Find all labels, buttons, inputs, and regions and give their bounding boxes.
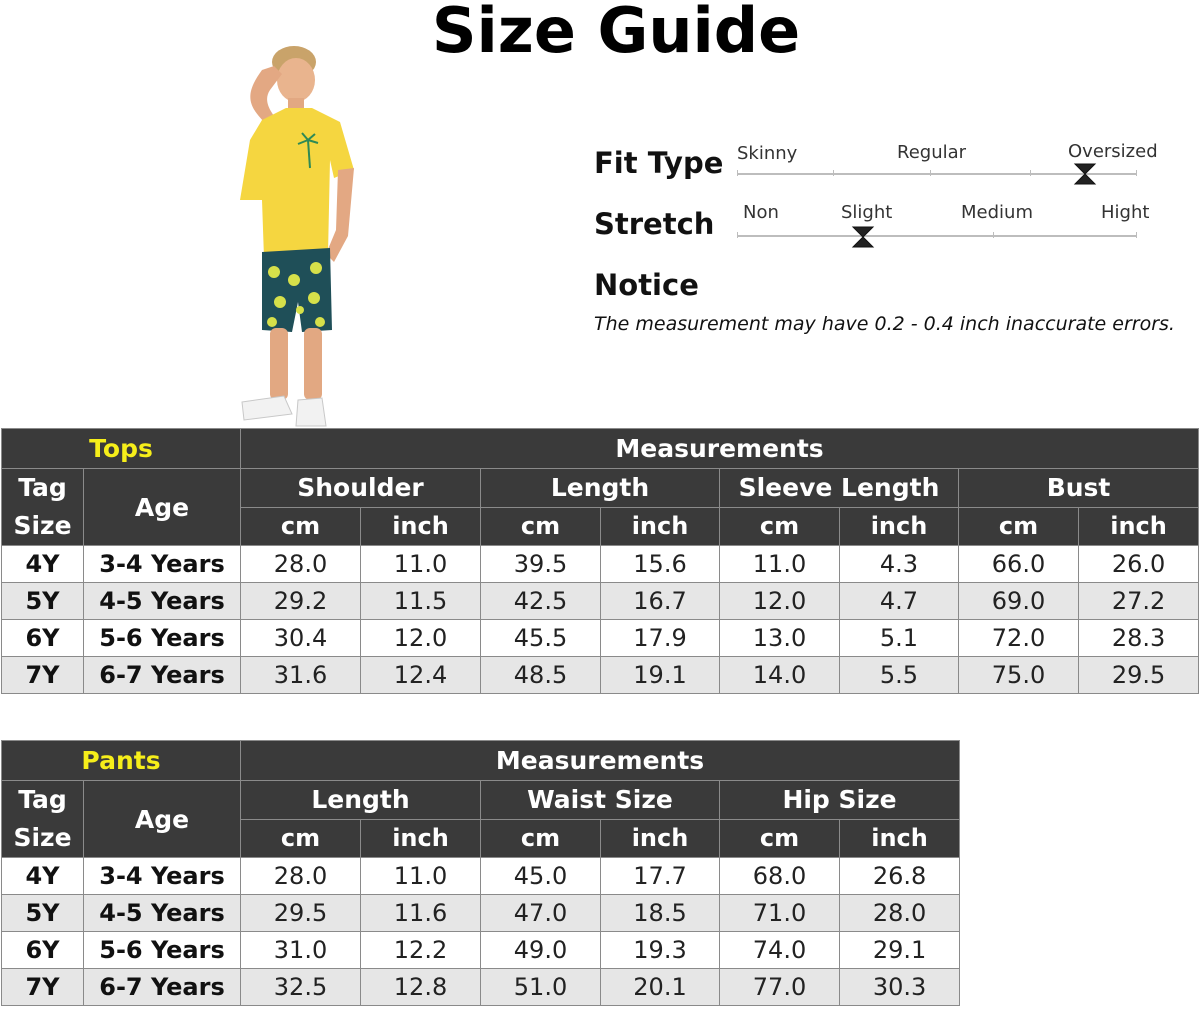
value-cell: 32.5 [241,969,361,1006]
table-row [2,895,960,932]
value-cell: 47.0 [481,895,601,932]
value-cell: 42.5 [481,583,601,620]
tops-age-header: Age [84,469,241,546]
value-cell: 11.0 [720,546,840,583]
tops-group-header: Length [481,469,720,508]
stretch-marker-icon [851,225,875,249]
value-cell: 13.0 [720,620,840,657]
fit-type-marker-icon [1073,162,1097,186]
tops-unit-header: cm [720,507,840,546]
stretch-option-non: Non [743,202,779,223]
value-cell: 26.0 [1079,546,1199,583]
value-cell: 12.0 [720,583,840,620]
value-cell: 48.5 [481,657,601,694]
value-cell: 17.7 [601,858,720,895]
value-cell: 20.1 [601,969,720,1006]
age-cell: 4-5 Years [84,895,241,932]
value-cell: 72.0 [959,620,1079,657]
tops-group-header: Bust [959,469,1199,508]
value-cell: 28.0 [241,858,361,895]
table-row [2,583,1199,620]
pants-group-header: Waist Size [481,781,720,820]
tops-tag-size-header: Tag Size [2,469,84,546]
pants-tag-size-header: Tag Size [2,781,84,858]
pants-age-header: Age [84,781,241,858]
value-cell: 17.9 [601,620,720,657]
tag-size-cell: 6Y [2,932,84,969]
age-cell: 4-5 Years [84,583,241,620]
value-cell: 39.5 [481,546,601,583]
table-row [2,932,960,969]
value-cell: 11.0 [361,546,481,583]
value-cell: 29.5 [1079,657,1199,694]
value-cell: 5.1 [840,620,959,657]
value-cell: 5.5 [840,657,959,694]
notice-text: The measurement may have 0.2 - 0.4 inch inaccurate errors. [594,313,1175,335]
notice-label: Notice [594,268,699,302]
value-cell: 28.0 [840,895,960,932]
age-cell: 5-6 Years [84,620,241,657]
value-cell: 27.2 [1079,583,1199,620]
tops-unit-header: inch [361,507,481,546]
age-cell: 5-6 Years [84,932,241,969]
age-cell: 6-7 Years [84,969,241,1006]
value-cell: 74.0 [720,932,840,969]
pants-group-header: Hip Size [720,781,960,820]
value-cell: 77.0 [720,969,840,1006]
value-cell: 30.4 [241,620,361,657]
pants-unit-header: cm [481,819,601,858]
tops-unit-header: inch [840,507,959,546]
tops-unit-header: cm [241,507,361,546]
stretch-option-hight: Hight [1101,202,1150,223]
stretch-option-slight: Slight [841,202,893,223]
value-cell: 19.3 [601,932,720,969]
tops-measurements-header: Measurements [241,429,1199,469]
value-cell: 29.2 [241,583,361,620]
table-row [2,546,1199,583]
value-cell: 45.0 [481,858,601,895]
tag-size-cell: 5Y [2,895,84,932]
tops-unit-header: inch [601,507,720,546]
pants-category-label: Pants [2,741,241,781]
pants-unit-header: inch [840,819,960,858]
value-cell: 49.0 [481,932,601,969]
stretch-label: Stretch [594,207,715,241]
table-row [2,858,960,895]
value-cell: 4.7 [840,583,959,620]
value-cell: 45.5 [481,620,601,657]
tops-unit-header: cm [481,507,601,546]
model-photo [222,40,362,432]
value-cell: 26.8 [840,858,960,895]
value-cell: 75.0 [959,657,1079,694]
pants-unit-header: inch [601,819,720,858]
value-cell: 4.3 [840,546,959,583]
table-row [2,969,960,1006]
value-cell: 29.5 [241,895,361,932]
tag-size-cell: 4Y [2,546,84,583]
pants-measurements-header: Measurements [241,741,960,781]
value-cell: 12.8 [361,969,481,1006]
value-cell: 66.0 [959,546,1079,583]
tops-size-table [1,428,1199,694]
value-cell: 11.6 [361,895,481,932]
table-row [2,657,1199,694]
fit-option-skinny: Skinny [737,143,798,164]
value-cell: 28.3 [1079,620,1199,657]
tag-size-cell: 4Y [2,858,84,895]
value-cell: 16.7 [601,583,720,620]
value-cell: 12.0 [361,620,481,657]
value-cell: 31.6 [241,657,361,694]
tag-size-cell: 7Y [2,969,84,1006]
age-cell: 3-4 Years [84,546,241,583]
pants-size-table [1,740,960,1006]
value-cell: 12.4 [361,657,481,694]
pants-unit-header: inch [361,819,481,858]
fit-option-oversized: Oversized [1068,141,1158,162]
value-cell: 29.1 [840,932,960,969]
page-title: Size Guide [431,0,801,67]
value-cell: 19.1 [601,657,720,694]
fit-type-label: Fit Type [594,146,724,180]
value-cell: 15.6 [601,546,720,583]
tag-size-cell: 6Y [2,620,84,657]
pants-group-header: Length [241,781,481,820]
value-cell: 14.0 [720,657,840,694]
value-cell: 69.0 [959,583,1079,620]
value-cell: 30.3 [840,969,960,1006]
value-cell: 71.0 [720,895,840,932]
fit-option-regular: Regular [897,142,967,163]
tops-group-header: Shoulder [241,469,481,508]
age-cell: 3-4 Years [84,858,241,895]
value-cell: 12.2 [361,932,481,969]
value-cell: 51.0 [481,969,601,1006]
age-cell: 6-7 Years [84,657,241,694]
pants-unit-header: cm [720,819,840,858]
value-cell: 18.5 [601,895,720,932]
tops-group-header: Sleeve Length [720,469,959,508]
value-cell: 11.5 [361,583,481,620]
value-cell: 31.0 [241,932,361,969]
tag-size-cell: 5Y [2,583,84,620]
tag-size-cell: 7Y [2,657,84,694]
stretch-option-medium: Medium [961,202,1033,223]
tops-unit-header: cm [959,507,1079,546]
pants-unit-header: cm [241,819,361,858]
value-cell: 28.0 [241,546,361,583]
tops-unit-header: inch [1079,507,1199,546]
value-cell: 11.0 [361,858,481,895]
tops-category-label: Tops [2,429,241,469]
value-cell: 68.0 [720,858,840,895]
table-row [2,620,1199,657]
